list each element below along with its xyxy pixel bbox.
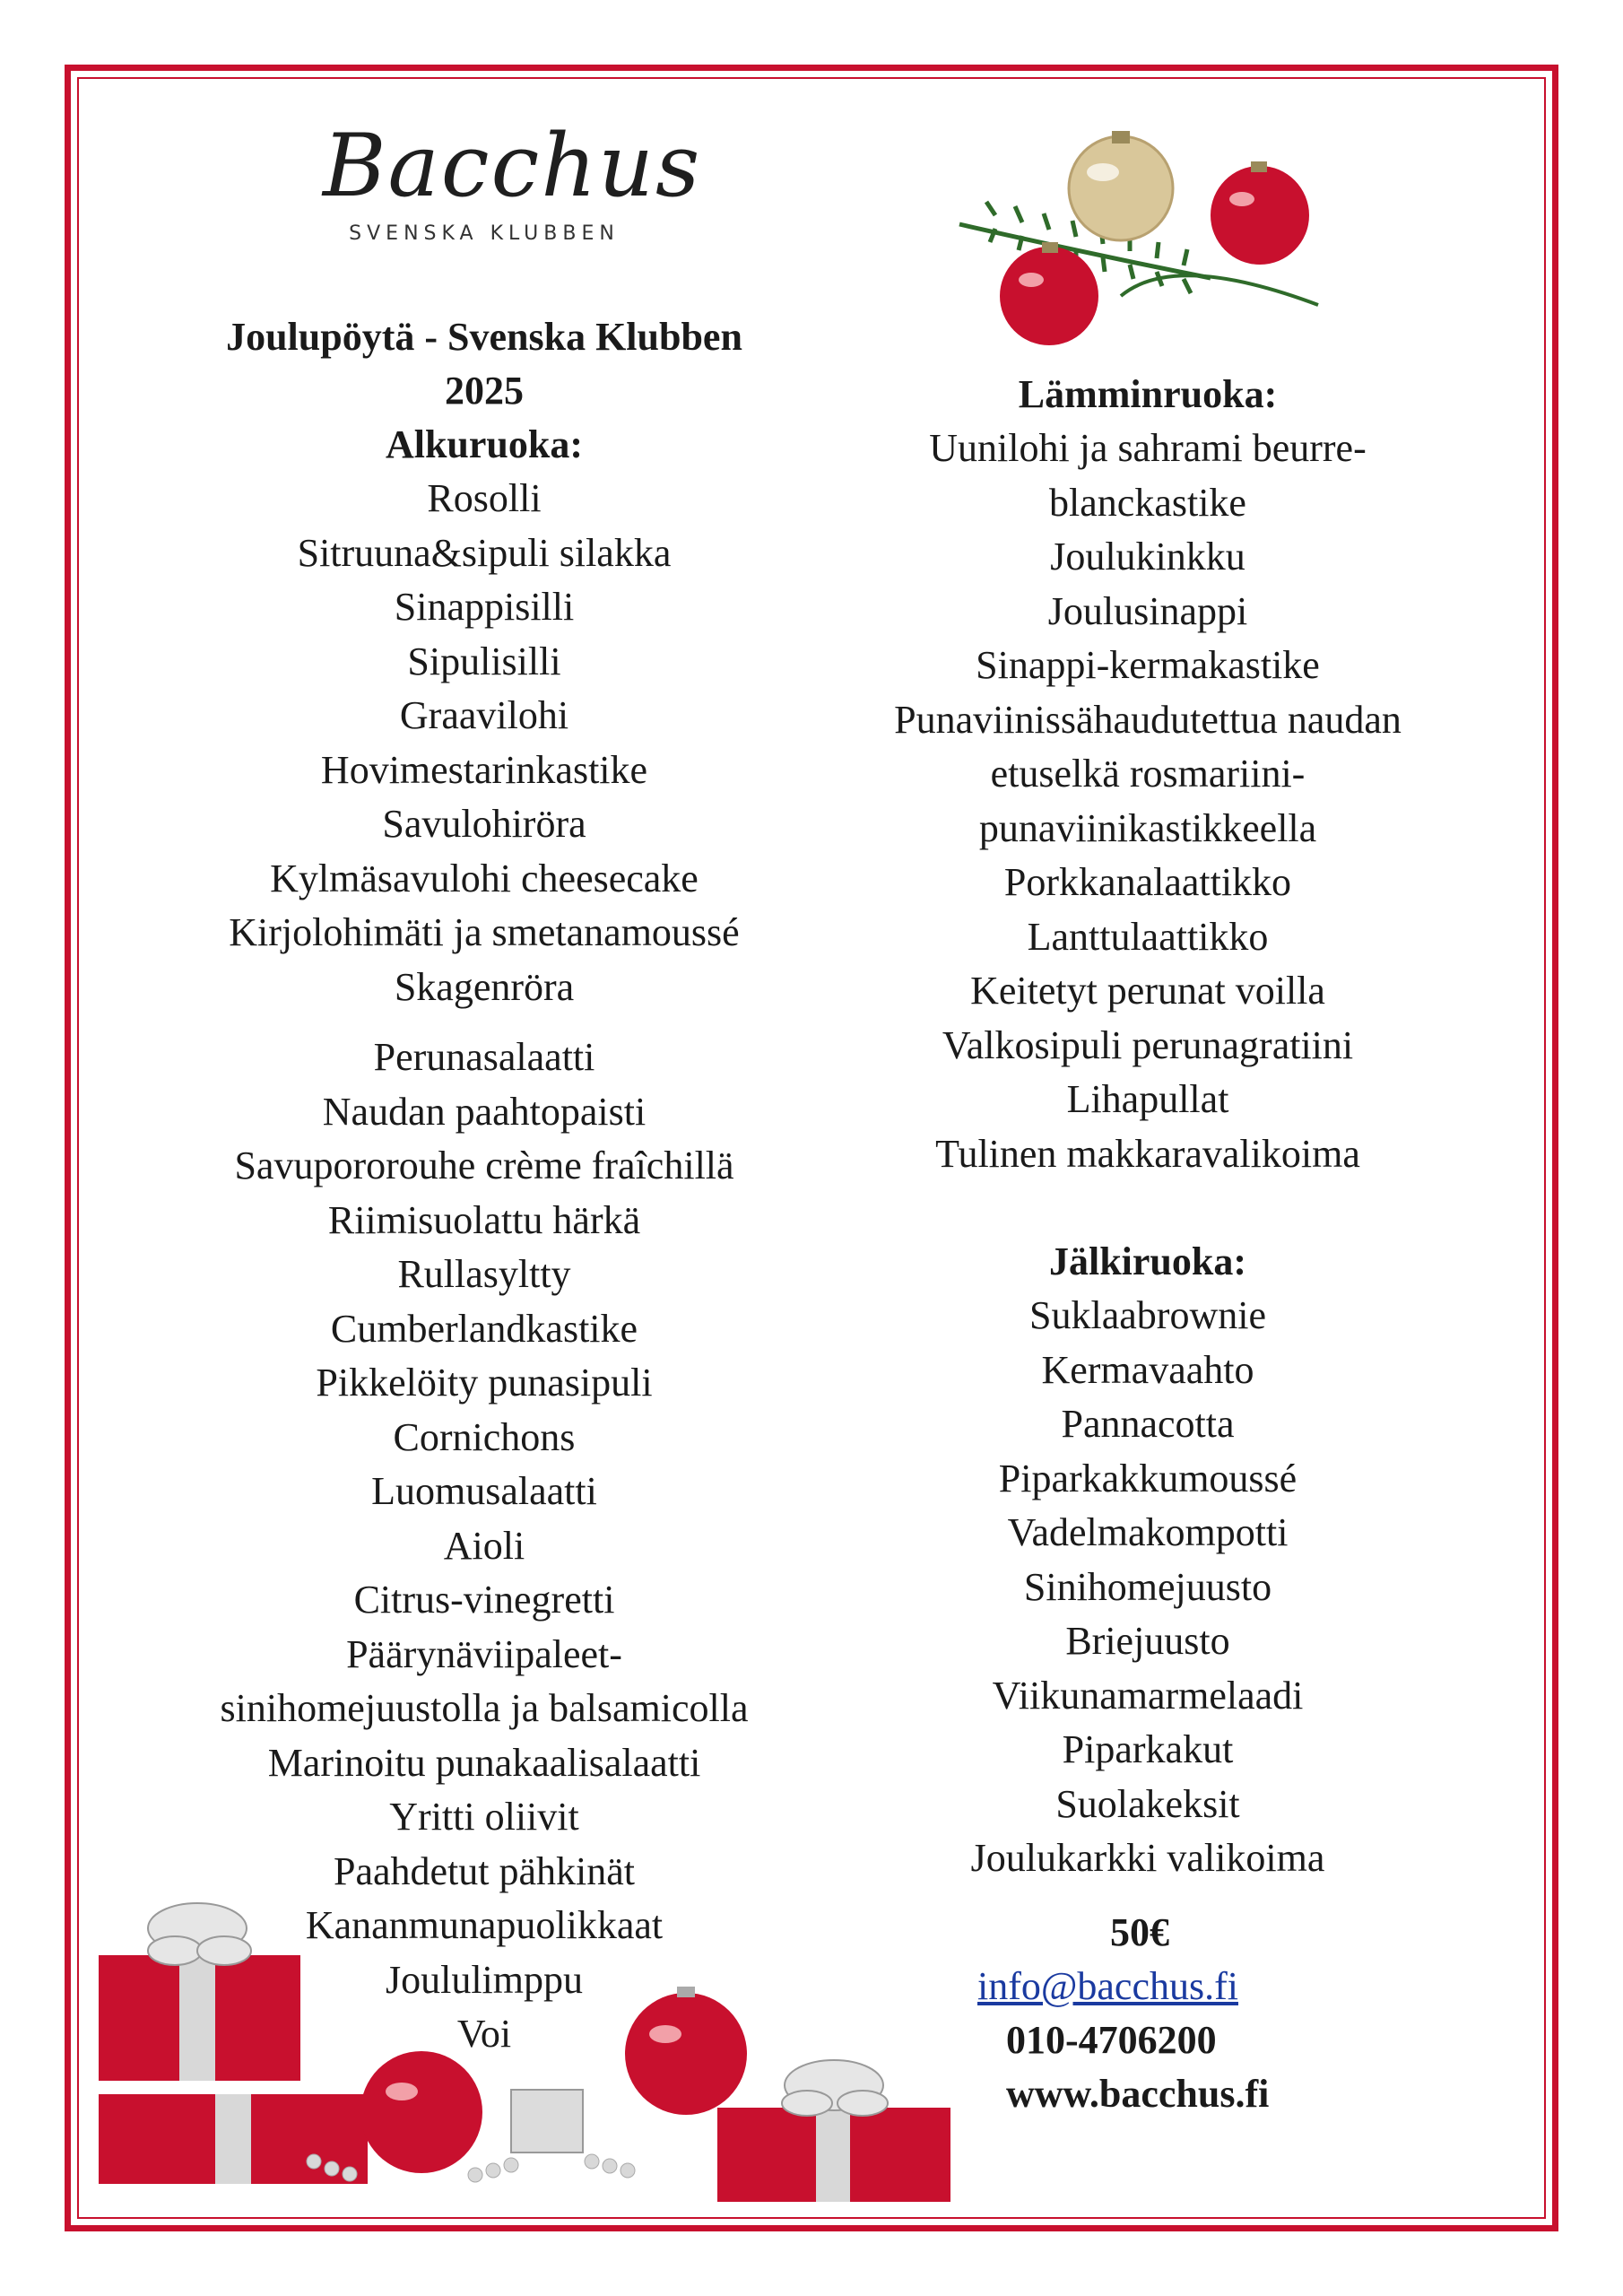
dessert-item: Joulukarkki valikoima bbox=[970, 1836, 1325, 1880]
starter-item: Skagenröra bbox=[394, 964, 575, 1009]
main-course-item: Uunilohi ja sahrami beurre- bbox=[929, 426, 1367, 470]
starter-item: Sitruuna&sipuli silakka bbox=[297, 530, 672, 575]
dessert-item: Briejuusto bbox=[1065, 1619, 1230, 1663]
mains-heading: Lämminruoka: bbox=[1018, 372, 1278, 416]
christmas-ornaments-icon bbox=[942, 117, 1336, 368]
starter-item: Perunasalaatti bbox=[373, 1035, 595, 1079]
main-course-item: Lanttulaattikko bbox=[1027, 914, 1269, 959]
desserts-list bbox=[807, 1289, 1488, 1886]
main-course-item: Tulinen makkaravalikoima bbox=[935, 1131, 1360, 1176]
main-course-item: Punaviinissähaudutettua naudan bbox=[894, 697, 1402, 742]
starter-item: Citrus-vinegretti bbox=[353, 1578, 615, 1622]
main-course-item: Joulukinkku bbox=[1050, 535, 1245, 578]
dessert-item: Vadelmakompotti bbox=[1007, 1510, 1289, 1554]
menu-year: 2025 bbox=[445, 369, 524, 413]
main-course-item: Porkkanalaattikko bbox=[1003, 860, 1292, 904]
starter-item: Rosolli bbox=[427, 476, 542, 520]
mains-list bbox=[807, 422, 1488, 1181]
phone-number: 010-4706200 bbox=[1006, 2018, 1217, 2062]
starter-item: Kylmäsavulohi cheesecake bbox=[270, 856, 699, 900]
starter-item: Sipulisilli bbox=[407, 639, 561, 683]
dessert-item: Sinihomejuusto bbox=[1023, 1564, 1272, 1609]
starter-item: Cumberlandkastike bbox=[330, 1306, 638, 1351]
starter-item: Luomusalaatti bbox=[371, 1469, 597, 1513]
starter-item: Riimisuolattu härkä bbox=[327, 1197, 641, 1242]
right-column bbox=[807, 368, 1488, 1886]
starter-item: Paahdetut pähkinät bbox=[333, 1848, 635, 1893]
dessert-item: Viikunamarmelaadi bbox=[992, 1673, 1304, 1718]
bacchus-logo bbox=[323, 116, 702, 245]
starter-item: Päärynäviipaleet- bbox=[346, 1631, 622, 1676]
main-course-item: blanckastike bbox=[1049, 480, 1246, 525]
main-course-item: Joulusinappi bbox=[1047, 588, 1248, 633]
main-course-item: Lihapullat bbox=[1066, 1077, 1229, 1121]
price: 50€ bbox=[1110, 1910, 1169, 1954]
menu-title: Joulupöytä - Svenska Klubben bbox=[226, 315, 742, 359]
email-link[interactable]: info@bacchus.fi bbox=[977, 1964, 1238, 2008]
starter-item: Savupororouhe crème fraîchillä bbox=[234, 1144, 734, 1187]
starter-item: Kirjolohimäti ja smetanamoussé bbox=[229, 910, 740, 954]
contact-block bbox=[977, 1906, 1336, 2121]
starter-item: Savulohiröra bbox=[382, 802, 586, 846]
desserts-heading: Jälkiruoka: bbox=[1048, 1239, 1247, 1283]
starter-item: Hovimestarinkastike bbox=[320, 747, 648, 792]
starter-item: Marinoitu punakaalisalaatti bbox=[267, 1740, 701, 1785]
starter-item: Rullasyltty bbox=[397, 1252, 571, 1296]
starters-list-1 bbox=[143, 472, 825, 1014]
starter-item: Voi bbox=[456, 2012, 512, 2056]
dessert-item: Suolakeksit bbox=[1055, 1781, 1240, 1826]
main-course-item: Valkosipuli perunagratiini bbox=[942, 1022, 1354, 1067]
starter-item: Graavilohi bbox=[399, 693, 569, 737]
website: www.bacchus.fi bbox=[1006, 2072, 1270, 2116]
main-course-item: Sinappi-kermakastike bbox=[976, 643, 1320, 687]
starter-item: Joululimppu bbox=[385, 1957, 584, 2002]
christmas-presents-icon bbox=[90, 1866, 968, 2215]
logo-script: Bacchus bbox=[323, 116, 702, 216]
dessert-item: Kermavaahto bbox=[1041, 1347, 1254, 1392]
left-column bbox=[143, 310, 825, 2062]
logo-subtitle: SVENSKA KLUBBEN bbox=[349, 222, 620, 245]
starter-item: Sinappisilli bbox=[394, 585, 575, 629]
starter-item: Yritti oliivit bbox=[389, 1795, 579, 1839]
main-course-item: punaviinikastikkeella bbox=[978, 805, 1317, 850]
starter-item: Cornichons bbox=[393, 1414, 576, 1459]
starter-item: sinihomejuustolla ja balsamicolla bbox=[220, 1686, 749, 1730]
dessert-item: Suklaabrownie bbox=[1029, 1293, 1266, 1337]
dessert-item: Pannacotta bbox=[1061, 1402, 1235, 1446]
starter-item: Naudan paahtopaisti bbox=[322, 1089, 647, 1134]
starters-heading: Alkuruoka: bbox=[385, 422, 584, 466]
dessert-item: Piparkakkumoussé bbox=[998, 1456, 1298, 1500]
main-course-item: etuselkä rosmariini- bbox=[990, 752, 1306, 796]
starter-item: Kananmunapuolikkaat bbox=[305, 1903, 664, 1947]
dessert-item: Piparkakut bbox=[1062, 1727, 1234, 1771]
starter-item: Pikkelöity punasipuli bbox=[316, 1361, 653, 1405]
main-course-item: Keitetyt perunat voilla bbox=[970, 969, 1325, 1013]
starter-item: Aioli bbox=[443, 1523, 525, 1568]
